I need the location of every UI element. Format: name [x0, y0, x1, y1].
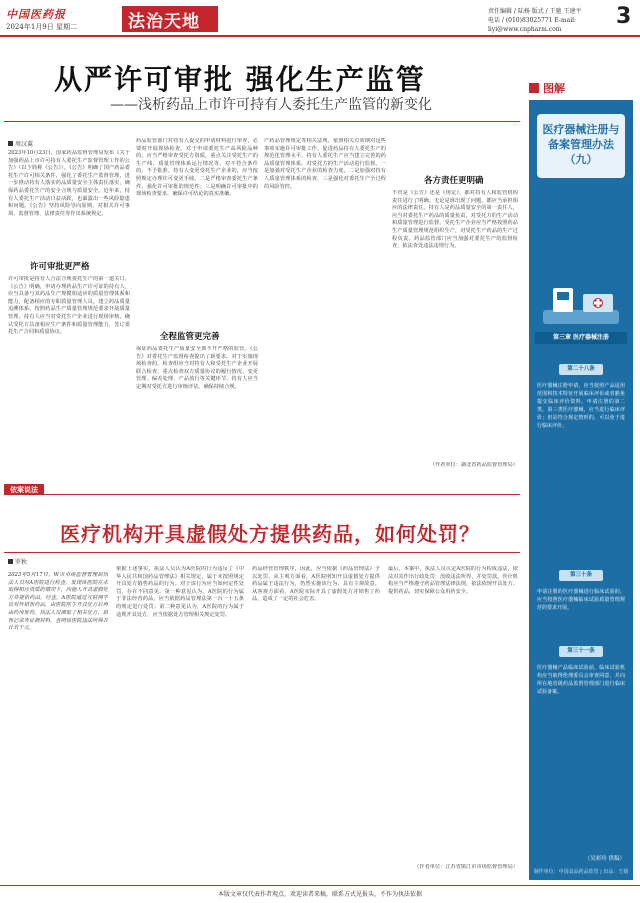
contact-line: 电话 / (010)83025771 E-mail: liyi@www.cnpharm.com — [488, 17, 577, 33]
article1-subtitle-3: 各方责任更明确 — [424, 176, 484, 186]
paper-date: 2024年1月9日 星期二 — [6, 23, 77, 31]
article2-banner — [4, 484, 520, 496]
article1-headline: 从严许可审批 强化生产监管 — [54, 63, 426, 96]
article1-col4: 不管是《公告》还是《规定》，都对持有人和监管机构责任进行了明确。无论是谁出现了问题，都应当承担相应的法律责任。持有人是药品质量安全的第一责任人，应当对委托生产药品的质量负责，对受托方的生产活动和质量管理进行监督。受托生产企业应当严格按照药品生产质量管理规范组织生产，对受托生产药品的生产过程负责。药品监管部门应当加强对委托生产的监督检查，依法查处违法违规行为。 — [392, 190, 518, 250]
sidebar-text-1: 医疗器械注册申请，应当按照产品适用范围和技术特征开展临床评价或者豁免提交临床评价资料。申请注册的第二类、第三类医疗器械，应当进行临床评价；但是符合规定情形的，可以免于进行临床评价。 — [537, 383, 625, 429]
sidebar-text-3: 医疗器械产品临床试验前，临床试验机构应当取得伦理委员会审查同意，并向所在地省级药品监督管理部门进行临床试验备案。 — [537, 665, 625, 695]
sidebar-tag-3: 第三十一条 — [559, 646, 603, 657]
section-title: 法治天地 — [128, 12, 200, 32]
article2-banner-rule — [4, 494, 520, 495]
sidebar-title-card — [537, 114, 625, 178]
byline-square-icon — [8, 141, 13, 146]
medical-device-illustration-icon — [539, 280, 623, 328]
article2-rule — [4, 552, 520, 553]
sidebar-text-2: 申请注册的医疗器械进行临床试验的，应当按照医疗器械临床试验质量管理规范的要求开展。 — [537, 589, 625, 611]
sidebar-chapter: 第三章 医疗器械注册 — [535, 332, 627, 344]
page-number: 3 — [616, 4, 632, 29]
masthead — [0, 0, 640, 34]
article2-case-col: 2023年5月17日，W市市场监督管理局执法人员对A医院进行检查，发现该医院在未取得相应资质的情况下，向他人开具虚假处方并提供药品。经查，A医院通过互联网平台对外销售药品，由医院医生开具处方后再由药房发药。执法人员调取了相关处方、销售记录等证据材料，查明该医院违法所得共计若干元。 — [8, 572, 108, 632]
sidebar-panel — [529, 100, 633, 880]
article2-col2: 药品经营管理秩序，因此，应当依据《药品管理法》予以处罚。从主观方面看，A医院明知开具虚假处方提供药品属于违法行为，仍然实施该行为，具有主观故意。从客观方面看，A医院实际开具了虚假处方并销售了药品，造成了一定的社会危害。 — [252, 566, 380, 603]
article2-col3: 最后，本案中，执法人员认定A医院的行为构成违法，依法对其作出行政处罚：没收违法所得，并处罚款。医疗机构应当严格遵守药品管理法律法规，依法依规开具处方、提供药品，切实保障公众用药安全。 — [388, 566, 518, 595]
sidebar-tag-2: 第三十条 — [559, 570, 603, 581]
article1-col1: 2023年10月23日，国家药品监督管理局发布《关于加强药品上市许可持有人委托生产监督管理工作的公告》（以下简称《公告》）。《公告》明确了国产药品委托生产许可相关条件，强化了委托生产监督管理，进一步推动持有人落实药品质量安全主体责任落实，确保药品委托生产的安全合规与质量安全。近年来，持有人委托生产活动日益活跃，也暴露出一些风险隐患和问题。《公告》坚持风险导向原则，对相关许可事项、监督管理、法律责任等作出系统规定。 — [8, 150, 130, 217]
article2-banner-label: 依案说法 — [4, 484, 44, 495]
sidebar-heading-text: 图解 — [543, 82, 565, 95]
article1-col3: 产药品管理规定等相关法规，依照相关有效期对这些事项实施许可审批工作，促进药品持有人委托生产的规范化管理水平。持有人委托生产应当建立完善的药品质量管理体系，对受托方的生产活动进行监督。一是加强对受托生产企业的检查力度，二是加强对持有人质量管理体系的检查，三是强化对委托生产全过程的风险管控。 — [264, 138, 386, 190]
footer-rule — [0, 885, 640, 886]
sidebar-footer: 制作单位：中国食品药品监管 | 出品：王婧 — [533, 869, 629, 875]
paper-name: 中国医药报 — [6, 8, 66, 21]
page-footer: 本版文章仅代表作者观点，欢迎读者来稿，联系方式见报头，不作为执法依据 — [217, 891, 422, 898]
article1-byline — [8, 139, 33, 148]
article2-byline — [8, 557, 27, 566]
article1-subtitle-1: 许可审批更严格 — [30, 262, 90, 272]
byline2-square-icon — [8, 559, 13, 564]
article2-byline-text: 罗秋 — [15, 559, 28, 566]
sidebar-tag-1: 第二十八条 — [559, 364, 603, 375]
article1-byline-text: 周汉翼 — [15, 141, 34, 148]
sidebar-title: 医疗器械注册与备案管理办法（九） — [542, 123, 620, 166]
article1-col2b: 保证药品委托生产质量安全离不开严格的监管。《公告》对委托生产监督检查提出了新要求。对于实施现场检查的，检查组应当对持有人和受托生产企业开展联合检查，重点检查双方质量协议的履行情况、变更管理、偏差处理、产品放行等关键环节。持有人应当定期对受托方进行审核评估，确保持续合规。 — [136, 346, 258, 390]
article1-subhead: ——浅析药品上市许可持有人委托生产监管的新变化 — [110, 97, 432, 113]
article1-col2: 药品监管部门对持有人提交的申请材料进行审查，必要时开展现场检查。对于申请委托生产高风险品种的，应当严格审查受托方资质，重点关注受托生产的生产线、质量管理体系运行情况等。对不符合条件的，不予批准。持有人变更受托生产企业的，应当按照规定办理许可变更手续。二是严格审查委托生产条件，强化许可审批的规范性；三是明确许可审批中的现场检查要求，确保许可结论的真实准确。 — [136, 138, 258, 198]
sidebar-author: （吴彩玲 供稿） — [584, 856, 625, 862]
article2-author-note: （作者单位：江苏省镇江市市场监督管理局） — [414, 864, 518, 870]
editors-line: 责任编辑 / 陆杨 版式 / 王驰 王建平 — [488, 8, 582, 15]
article2-col1: 依据上述事实，执法人员认为A医院的行为违反了《中华人民共和国药品管理法》相关规定，属于未按照规定开具处方销售药品的行为。对于该行为应当如何定性处罚，存在不同意见。第一种意见认为，A医院的行为属于非法经营药品，应当依据药品管理法第一百一十五条的规定进行处罚；第二种意见认为，A医院的行为属于违规开具处方，应当依据处方管理相关规定处罚。 — [116, 566, 244, 618]
sidebar-square-icon — [529, 83, 539, 93]
article1-col1b: 许可审批是持有人合法合规委托生产的第一道关口。《公告》明确，申请办理药品生产许可证的持有人，应当具备与其药品生产规模相适应的质量管理体系和能力，配备相应的专职质量管理人员，建立药品质量追溯体系，按照药品生产质量管理规范要求开展质量管理。持有人应当对受托生产企业进行现场审核，确认受托方具备相应生产条件和质量管理能力，签订委托生产合同和质量协议。 — [8, 276, 130, 336]
article1-author-note: （作者单位：湖北省药品监督管理局） — [429, 462, 518, 468]
article2-headline: 医疗机构开具虚假处方提供药品，如何处罚？ — [60, 522, 480, 546]
sidebar-heading — [529, 80, 633, 96]
article1-rule — [4, 121, 520, 122]
article1-subtitle-2: 全程监管更完善 — [160, 332, 220, 342]
masthead-rule — [0, 35, 640, 37]
